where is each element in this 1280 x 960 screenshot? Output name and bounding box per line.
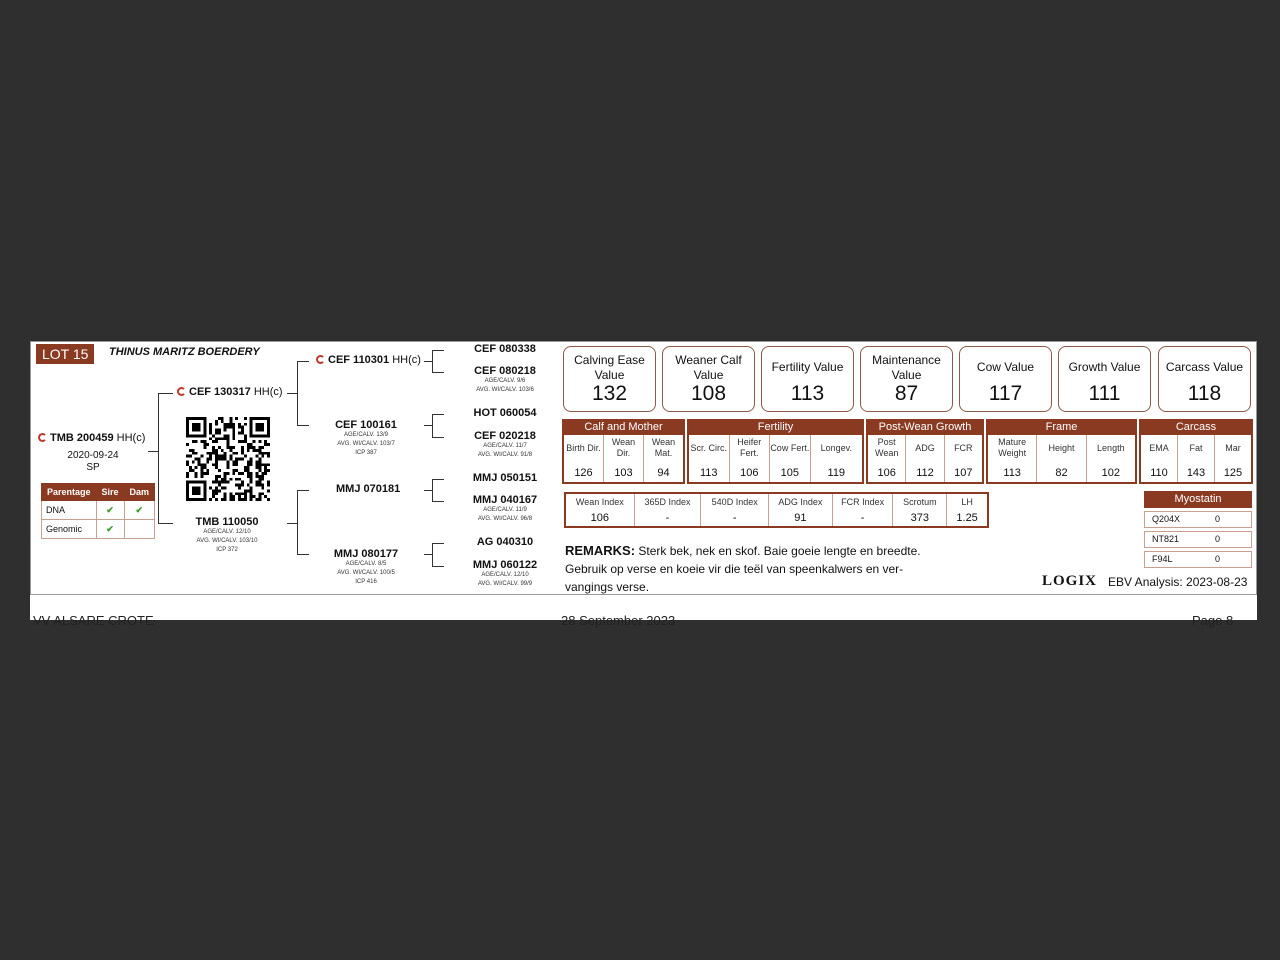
ebv-table bbox=[1139, 435, 1253, 484]
index-cell: Wean Index 106 bbox=[575, 497, 624, 524]
parentage-row-label: Genomic bbox=[42, 520, 97, 539]
index-table bbox=[564, 492, 989, 528]
myostatin-header: Myostatin bbox=[1144, 491, 1252, 508]
lot-card bbox=[30, 341, 1257, 595]
dam-dam-block: MMJ 080177 AGE/CALV. 8/5 AVG. WI/CALV. 100/5 ICP 416 bbox=[329, 548, 403, 587]
sire-dam-block: CEF 100161 AGE/CALV. 13/9 AVG. WI/CALV. 103/7 ICP 387 bbox=[329, 419, 403, 458]
myostatin-row: NT821 0 bbox=[1144, 531, 1252, 548]
remarks bbox=[565, 542, 950, 596]
page-footer bbox=[30, 595, 1257, 628]
gg-id: AG 040310 bbox=[476, 536, 534, 548]
dam-id: TMB 110050 bbox=[195, 516, 259, 528]
footer-date: 28 September 2023 bbox=[561, 613, 676, 628]
index-cell: 540D Index - bbox=[700, 494, 768, 526]
index-cell: ADG Index 91 bbox=[768, 494, 832, 526]
gg-id: CEF 080218 bbox=[474, 365, 536, 377]
ebv-table bbox=[986, 435, 1137, 484]
group-header: Calf and Mother bbox=[562, 419, 685, 435]
remarks-label: REMARKS: bbox=[565, 543, 636, 558]
ebv-cell: Scr. Circ. 113 bbox=[690, 442, 728, 479]
ebv-cell: ADG 112 bbox=[905, 435, 943, 482]
sire-id: CEF 130317 HH(c) bbox=[177, 386, 283, 398]
value-box: Carcass Value 118 bbox=[1158, 346, 1251, 412]
ebv-cell: EMA 110 bbox=[1149, 442, 1169, 479]
check-icon: ✔ bbox=[96, 520, 124, 539]
ebv-cell: Length 102 bbox=[1086, 435, 1135, 482]
value-box: Fertility Value 113 bbox=[761, 346, 854, 412]
gg-block bbox=[465, 536, 545, 548]
myostatin-row: F94L 0 bbox=[1144, 551, 1252, 568]
gg-id: MMJ 060122 bbox=[472, 559, 538, 571]
value-box: Cow Value 117 bbox=[959, 346, 1052, 412]
ebv-analysis-date: EBV Analysis: 2023-08-23 bbox=[1108, 575, 1248, 589]
animal-date-type: 2020-09-24 SP bbox=[67, 450, 119, 473]
ebv-cell: Wean Dir. 103 bbox=[603, 435, 643, 482]
index-cell: 365D Index - bbox=[634, 494, 701, 526]
value-box: Calving Ease Value 132 bbox=[563, 346, 656, 412]
parentage-header: Parentage bbox=[42, 484, 97, 501]
dam-dam-id: MMJ 080177 bbox=[333, 548, 399, 560]
gg-id: HOT 060054 bbox=[473, 407, 537, 419]
lot-badge: LOT 15 bbox=[36, 344, 94, 364]
gg-block bbox=[465, 407, 545, 419]
ebv-cell: Wean Mat. 94 bbox=[643, 435, 683, 482]
breed-logo-icon bbox=[316, 355, 325, 364]
ebv-cell: Fat 143 bbox=[1177, 435, 1214, 482]
gg-block: MMJ 040167 AGE/CALV. 11/9 AVG. WI/CALV. 96/8 bbox=[465, 494, 545, 524]
footer-left: VV ALSARE CROTE bbox=[33, 613, 154, 628]
animal-id: TMB 200459 HH(c) bbox=[38, 432, 145, 444]
ebv-cell: Mature Weight 113 bbox=[998, 437, 1027, 479]
gg-id: MMJ 050151 bbox=[472, 472, 538, 484]
ebv-cell: Longev. 119 bbox=[810, 435, 862, 482]
index-cell: LH 1.25 bbox=[946, 494, 987, 526]
remarks-text: Sterk bek, nek en skof. Baie goeie lengte en breedte. Gebruik op verse en koeie vir die teël van speenkalwers en ver-vangings verse. bbox=[565, 544, 921, 594]
parentage-table bbox=[41, 483, 155, 539]
gg-block bbox=[465, 343, 545, 355]
dam-header: Dam bbox=[124, 484, 155, 501]
gg-block bbox=[465, 472, 545, 484]
breeder-name: THINUS MARITZ BOERDERY bbox=[109, 346, 260, 358]
ebv-cell: Cow Fert. 105 bbox=[769, 435, 810, 482]
sire-dam-id: CEF 100161 bbox=[335, 419, 397, 431]
group-header: Post-Wean Growth bbox=[866, 419, 984, 435]
ebv-table bbox=[866, 435, 984, 484]
ebv-cell: Post Wean 106 bbox=[874, 437, 899, 479]
footer-page: Page 8 bbox=[1192, 613, 1234, 628]
ebv-table bbox=[562, 435, 685, 484]
myostatin-row: Q204X 0 bbox=[1144, 511, 1252, 528]
dam-sire-id: MMJ 070181 bbox=[336, 483, 401, 495]
gg-block: CEF 080218 AGE/CALV. 9/6 AVG. WI/CALV. 103/6 bbox=[465, 365, 545, 395]
value-box: Maintenance Value 87 bbox=[860, 346, 953, 412]
sire-header: Sire bbox=[96, 484, 124, 501]
logix-logo: LOGIX bbox=[1042, 573, 1098, 589]
gg-block: MMJ 060122 AGE/CALV. 12/10 AVG. WI/CALV. 99/9 bbox=[465, 559, 545, 589]
gg-block: CEF 020218 AGE/CALV. 11/7 AVG. WI/CALV. 91/8 bbox=[465, 430, 545, 460]
myostatin-table bbox=[1144, 491, 1252, 568]
ebv-cell: FCR 107 bbox=[944, 435, 982, 482]
group-header: Carcass bbox=[1139, 419, 1253, 435]
gg-id: CEF 020218 bbox=[474, 430, 536, 442]
breed-logo-icon bbox=[177, 387, 186, 396]
parentage-row-label: DNA bbox=[42, 501, 97, 520]
sire-sire-id: CEF 110301 HH(c) bbox=[316, 354, 421, 366]
qr-code[interactable] bbox=[186, 417, 270, 501]
gg-id: MMJ 040167 bbox=[472, 494, 538, 506]
value-box: Growth Value 111 bbox=[1058, 346, 1151, 412]
check-icon: ✔ bbox=[124, 501, 155, 520]
group-header: Fertility bbox=[687, 419, 864, 435]
ebv-cell: Mar 125 bbox=[1214, 435, 1251, 482]
value-box: Weaner Calf Value 108 bbox=[662, 346, 755, 412]
ebv-cell: Height 82 bbox=[1036, 435, 1085, 482]
group-header: Frame bbox=[986, 419, 1137, 435]
index-cell: Scrotum 373 bbox=[892, 494, 946, 526]
ebv-cell: Birth Dir. 126 bbox=[566, 442, 601, 479]
gg-id: CEF 080338 bbox=[474, 343, 536, 355]
dam-block: TMB 110050 AGE/CALV. 12/10 AVG. WI/CALV. 103/10 ICP 372 bbox=[191, 516, 263, 555]
index-cell: FCR Index - bbox=[832, 494, 893, 526]
check-icon: ✔ bbox=[96, 501, 124, 520]
breed-logo-icon bbox=[38, 433, 47, 442]
ebv-cell: Heifer Fert. 106 bbox=[729, 435, 770, 482]
ebv-table bbox=[687, 435, 864, 484]
